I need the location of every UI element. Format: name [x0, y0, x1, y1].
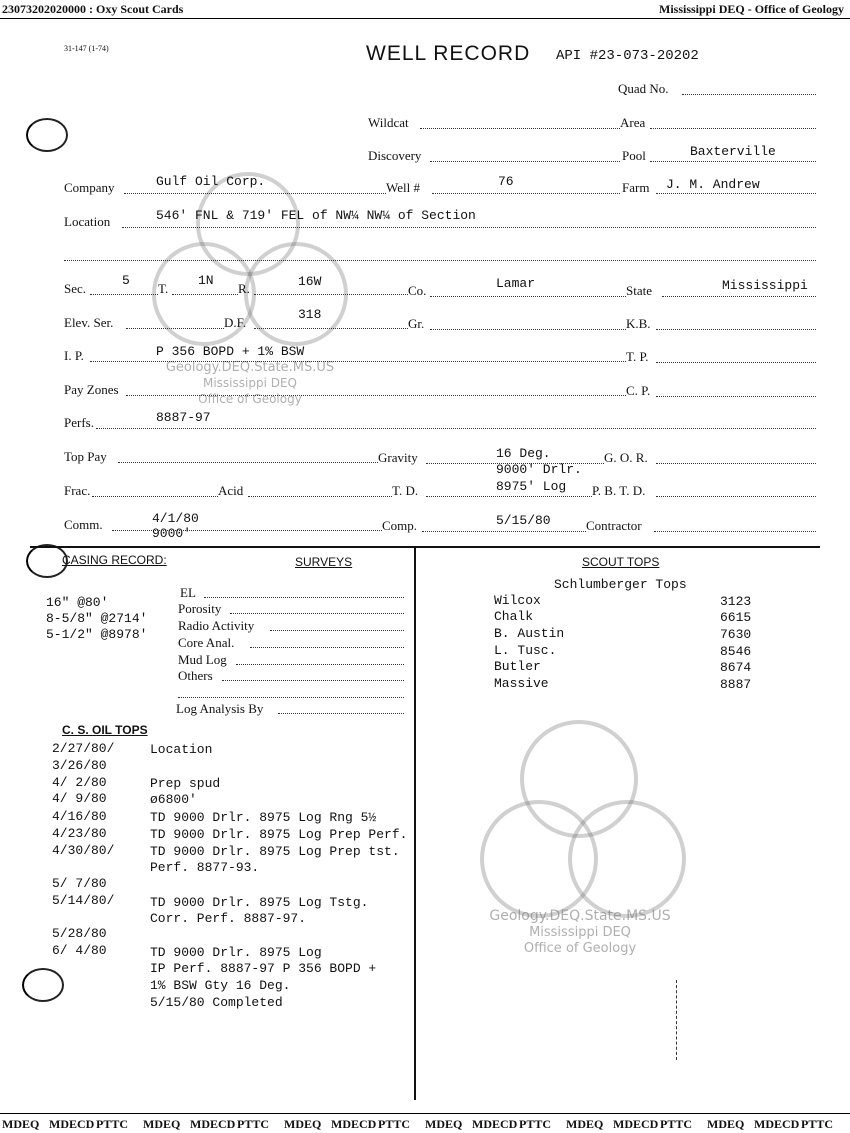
township-line: [172, 294, 238, 295]
column-divider: [414, 548, 416, 1100]
footer-tag: PTTC: [660, 1117, 693, 1131]
log-date: 6/ 4/80: [52, 943, 107, 958]
footer-tag: PTTC: [378, 1117, 411, 1131]
frac-line: [92, 496, 218, 497]
pool-line: [650, 161, 816, 162]
perfs-line: [96, 428, 816, 429]
surveys-heading: SURVEYS: [295, 555, 353, 569]
log-date: 5/28/80: [52, 926, 107, 941]
comp-label: Comp.: [382, 518, 418, 533]
log-date: 4/23/80: [52, 826, 107, 841]
formation-depth: 8546: [720, 644, 752, 659]
payzones-line: [126, 395, 626, 396]
punch-hole-top: [26, 118, 68, 152]
range-value: 16W: [298, 274, 322, 289]
gor-line: [656, 463, 816, 464]
wildcat-label: Wildcat: [368, 115, 409, 130]
section-divider: [30, 546, 820, 548]
watermark-bottom-office: Office of Geology: [523, 941, 637, 956]
footer-tag: MDEQ: [566, 1117, 604, 1131]
form-code: 31-147 (1-74): [64, 44, 109, 53]
survey-item: EL: [180, 585, 196, 600]
formation-depth: 8887: [720, 677, 752, 692]
formation-name: B. Austin: [494, 626, 565, 641]
gr-line: [430, 329, 626, 330]
log-text: Location: [150, 742, 213, 757]
stray-mark: [676, 980, 679, 1060]
tp-label: T. P.: [626, 349, 649, 364]
cp-label: C. P.: [626, 383, 651, 398]
log-text: TD 9000 Drlr. 8975 Log Rng 5½: [150, 810, 377, 825]
gravity-label: Gravity: [378, 450, 418, 465]
log-text: 1% BSW Gty 16 Deg.: [150, 978, 291, 993]
area-label: Area: [620, 115, 646, 130]
kb-line: [656, 329, 816, 330]
log-text: TD 9000 Drlr. 8975 Log Prep Perf.: [150, 827, 408, 842]
frac-label: Frac.: [64, 483, 91, 498]
ip-value: P 356 BOPD + 1% BSW: [156, 344, 305, 359]
ip-line: [90, 361, 626, 362]
df-line: [254, 328, 408, 329]
comm-date-value: 4/1/80: [152, 511, 199, 526]
comp-value: 5/15/80: [496, 513, 551, 528]
log-date: 2/27/80/: [52, 741, 115, 756]
log-text: Corr. Perf. 8887-97.: [150, 911, 307, 926]
quad-line: [682, 94, 816, 95]
log-text: ø6800': [150, 792, 197, 807]
footer-tag: MDECD: [472, 1117, 518, 1131]
tp-line: [656, 362, 816, 363]
well-line: [432, 193, 620, 194]
company-line: [124, 193, 386, 194]
footer-tag: MDEQ: [425, 1117, 463, 1131]
sec-label: Sec.: [64, 281, 87, 296]
source-agency: Mississippi DEQ - Office of Geology: [659, 2, 844, 16]
pbtd-label: P. B. T. D.: [592, 483, 646, 498]
footer-tag: MDECD: [331, 1117, 377, 1131]
gr-label: Gr.: [408, 316, 425, 331]
survey-item: Others: [178, 668, 213, 683]
comm-label: Comm.: [64, 517, 103, 532]
township-value: 1N: [198, 273, 214, 288]
area-line: [650, 128, 816, 129]
header-rule: [0, 18, 850, 19]
survey-item: Porosity: [178, 601, 222, 616]
township-label: T.: [158, 281, 169, 296]
scout-tops-heading: SCOUT TOPS: [582, 555, 660, 569]
footer-tag: PTTC: [237, 1117, 270, 1131]
formation-depth: 7630: [720, 627, 752, 642]
farm-line: [656, 193, 816, 194]
discovery-label: Discovery: [368, 148, 422, 163]
survey-item: Log Analysis By: [176, 701, 264, 716]
log-date: 4/30/80/: [52, 843, 115, 858]
state-label: State: [626, 283, 652, 298]
watermark-bottom-agency: Mississippi DEQ: [529, 925, 631, 940]
toppay-label: Top Pay: [64, 449, 107, 464]
pbtd-line: [656, 496, 816, 497]
footer-tag: MDECD: [754, 1117, 800, 1131]
log-text: TD 9000 Drlr. 8975 Log Prep tst.: [150, 844, 400, 859]
watermark-top-url: Geology.DEQ.State.MS.US: [165, 360, 335, 375]
quad-label: Quad No.: [618, 81, 669, 96]
farm-value: J. M. Andrew: [666, 177, 760, 192]
gor-label: G. O. R.: [604, 450, 648, 465]
location-value: 546' FNL & 719' FEL of NW¼ NW¼ of Section: [156, 208, 476, 223]
footer-tag: MDEQ: [2, 1117, 40, 1131]
survey-item: Mud Log: [178, 652, 227, 667]
company-value: Gulf Oil Corp.: [156, 174, 266, 189]
pool-label: Pool: [622, 148, 646, 163]
page-title: WELL RECORD: [366, 42, 531, 65]
acid-label: Acid: [218, 483, 244, 498]
log-date: 4/16/80: [52, 809, 107, 824]
footer-rule: [0, 1113, 850, 1114]
range-line: [254, 294, 408, 295]
footer-tag: MDECD: [613, 1117, 659, 1131]
perfs-label: Perfs.: [64, 415, 94, 430]
log-date: 4/ 2/80: [52, 775, 107, 790]
survey-item: Radio Activity: [178, 618, 255, 633]
location-label: Location: [64, 214, 111, 229]
state-value: Mississippi: [722, 278, 808, 293]
well-label: Well #: [386, 180, 420, 195]
pool-value: Baxterville: [690, 144, 776, 159]
discovery-line: [430, 161, 620, 162]
log-text: Perf. 8877-93.: [150, 860, 260, 875]
farm-label: Farm: [622, 180, 650, 195]
acid-line: [248, 496, 392, 497]
log-text: 5/15/80 Completed: [150, 995, 283, 1010]
elevation-line: [126, 328, 224, 329]
casing-item: 5-1/2" @8978': [46, 627, 148, 642]
location-line-2: [64, 260, 816, 261]
cp-line: [656, 396, 816, 397]
sec-value: 5: [122, 273, 130, 288]
formation-name: L. Tusc.: [494, 643, 557, 658]
log-text: TD 9000 Drlr. 8975 Log Tstg.: [150, 895, 369, 910]
formation-name: Wilcox: [494, 593, 541, 608]
formation-depth: 6615: [720, 610, 752, 625]
casing-heading: CASING RECORD:: [62, 553, 167, 567]
company-label: Company: [64, 180, 115, 195]
footer-tag: MDECD: [49, 1117, 95, 1131]
county-line: [430, 296, 626, 297]
survey-item: Core Anal.: [178, 635, 235, 650]
watermark-top-agency: Mississippi DEQ: [202, 376, 297, 390]
watermark-top-office: Office of Geology: [198, 392, 302, 406]
footer-tag: PTTC: [519, 1117, 552, 1131]
api-number: API #23-073-20202: [556, 48, 699, 64]
formation-name: Massive: [494, 676, 549, 691]
wildcat-line: [420, 128, 620, 129]
watermark-bottom-url: Geology.DEQ.State.MS.US: [489, 908, 671, 924]
td-label: T. D.: [392, 483, 419, 498]
contractor-line: [654, 531, 816, 532]
log-date: 5/ 7/80: [52, 876, 107, 891]
formation-depth: 3123: [720, 594, 752, 609]
toppay-line: [118, 462, 378, 463]
footer-tag: MDEQ: [284, 1117, 322, 1131]
scout-tops-subheading: Schlumberger Tops: [554, 577, 687, 592]
formation-depth: 8674: [720, 660, 752, 675]
log-date: 4/ 9/80: [52, 791, 107, 806]
contractor-label: Contractor: [586, 518, 642, 533]
td-line: [426, 496, 592, 497]
log-date: 5/14/80/: [52, 893, 115, 908]
footer-tag: PTTC: [96, 1117, 129, 1131]
perfs-value: 8887-97: [156, 410, 211, 425]
log-date: 3/26/80: [52, 758, 107, 773]
well-value: 76: [498, 174, 514, 189]
range-label: R.: [238, 281, 250, 296]
kb-label: K.B.: [626, 316, 651, 331]
survey-blank-line: [178, 697, 404, 698]
formation-name: Chalk: [494, 609, 534, 624]
payzones-label: Pay Zones: [64, 382, 119, 397]
county-value: Lamar: [496, 276, 536, 291]
comp-line: [422, 531, 586, 532]
punch-hole-bottom: [22, 968, 64, 1002]
log-text: TD 9000 Drlr. 8975 Log: [150, 945, 322, 960]
footer-tag: PTTC: [801, 1117, 834, 1131]
td-log-value: 8975' Log: [496, 479, 567, 494]
casing-item: 8-5/8" @2714': [46, 611, 148, 626]
comm-depth-value: 9000': [152, 526, 192, 541]
state-line: [662, 296, 816, 297]
log-text: Prep spud: [150, 776, 221, 791]
location-line: [122, 227, 816, 228]
gravity-value: 16 Deg.: [496, 446, 551, 461]
sec-line: [90, 294, 158, 295]
elevation-label: Elev. Ser.: [64, 315, 114, 330]
ip-label: I. P.: [64, 348, 84, 363]
document-id: 23073202020000 : Oxy Scout Cards: [2, 2, 184, 16]
footer-tag: MDEQ: [707, 1117, 745, 1131]
footer-tag: MDEQ: [143, 1117, 181, 1131]
log-text: IP Perf. 8887-97 P 356 BOPD +: [150, 961, 377, 976]
oil-tops-heading: C. S. OIL TOPS: [62, 723, 148, 737]
formation-name: Butler: [494, 659, 541, 674]
td-drlr-value: 9000' Drlr.: [496, 462, 582, 477]
footer-tag: MDECD: [190, 1117, 236, 1131]
df-value: 318: [298, 307, 322, 322]
county-label: Co.: [408, 283, 427, 298]
df-label: D.F.: [224, 315, 247, 330]
casing-item: 16" @80': [46, 595, 109, 610]
